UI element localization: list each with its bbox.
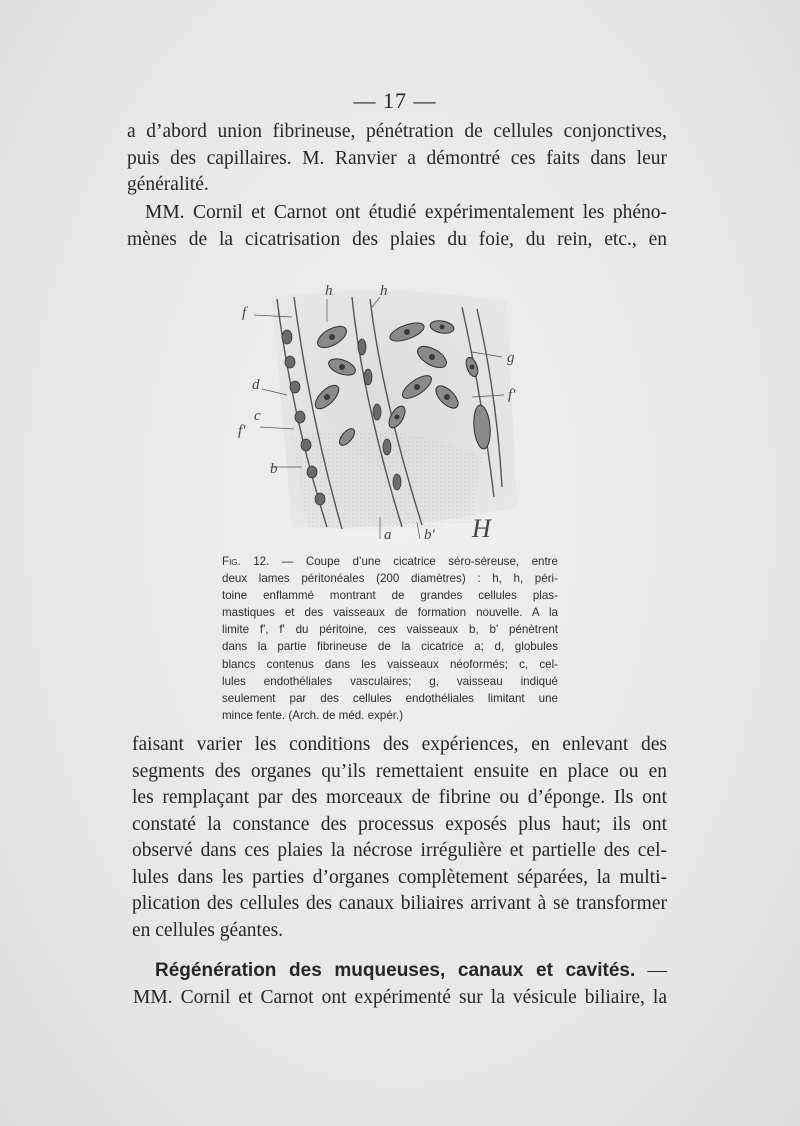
section-heading: Régénération des muqueuses, canaux et cavités. (155, 960, 636, 981)
figure-label-b: b (270, 461, 278, 477)
paragraph-3-line: plication des cellules des canaux biliaires arrivant à se transformer (132, 893, 667, 914)
figure-label-b-prime: b' (424, 527, 435, 543)
paragraph-3 (132, 732, 667, 944)
figure-label-a: a (384, 527, 392, 543)
section-body-line: MM. Cornil et Carnot ont expérimenté sur la vésicule biliaire, la (133, 986, 667, 1008)
paragraph-1-line: a d’abord union fibrineuse, pénétration de cellules conjonctives, (127, 121, 667, 142)
paragraph-3-line: en cellules géantes. (132, 919, 284, 941)
figure-label-d: d (252, 377, 260, 393)
histology-illustration (232, 277, 552, 543)
paragraph-2 (127, 200, 667, 253)
figure-label-c: c (254, 408, 261, 424)
figure-number: Fig. 12. (222, 555, 270, 568)
section-heading-line (133, 958, 667, 985)
artist-monogram: H (472, 514, 491, 543)
figure-label-f: f (242, 305, 247, 321)
paragraph-3-line: lules dans les parties d’organes complètement séparées, la multi- (132, 866, 667, 888)
caption-line: deux lames péritonéales (200 diamètres) : h, h, péri- (222, 572, 558, 586)
histology-figure (232, 277, 552, 543)
paragraph-3-line: constaté la constance des processus exposés plus haut; ils ont (132, 813, 667, 835)
paragraph-3-line: observé dans ces plaies la nécrose irrégulière et partielle des cel- (132, 840, 667, 861)
caption-line: toine enflammé montrant de grandes cellules plas- (222, 589, 558, 603)
paragraph-2-line: mènes de la cicatrisation des plaies du foie, du rein, etc., en (127, 228, 667, 250)
caption-line: dans la partie fibrineuse de la cicatrice a; d, globules (222, 640, 558, 654)
heading-dash: — (647, 960, 667, 981)
paragraph-3-line: faisant varier les conditions des expériences, en enlevant des (132, 734, 667, 755)
figure-label-f-prime: f' (238, 423, 246, 439)
figure-label-h: h (325, 283, 333, 299)
section-regeneration (133, 958, 667, 1011)
paragraph-3-line: segments des organes qu’ils remettaient ensuite en place ou en (132, 760, 667, 782)
paragraph-3-line: les remplaçant par des morceaux de fibrine ou d’éponge. Ils ont (132, 787, 667, 808)
caption-line: mince fente. (Arch. de méd. expér.) (222, 708, 404, 722)
figure-label-f-prime: f' (508, 387, 516, 403)
figure-caption (222, 553, 558, 724)
figure-label-g: g (507, 350, 515, 366)
paragraph-2-line: MM. Cornil et Carnot ont étudié expérimentalement les phéno- (145, 202, 667, 223)
caption-line: mastiques et des vaisseaux de formation nouvelle. A la (222, 606, 558, 620)
figure-label-h: h (380, 283, 388, 299)
caption-line: blancs contenus dans les vaisseaux néoformés; c, cel- (222, 657, 558, 671)
page-number: — 17 — (353, 88, 437, 113)
paragraph-1 (127, 119, 667, 199)
caption-line: limite f', f' du péritoine, ces vaisseaux b, b' pénètrent (222, 623, 558, 637)
caption-line: Fig. 12. — Coupe d’une cicatrice séro-séreuse, entre (222, 555, 558, 568)
caption-line: seulement par des cellules endothéliales limitant une (222, 691, 558, 705)
caption-line: lules endothéliales vasculaires; g, vaisseau indiqué (222, 674, 558, 688)
paragraph-1-line: puis des capillaires. M. Ranvier a démontré ces faits dans leur (127, 147, 667, 169)
paragraph-1-line: généralité. (127, 174, 209, 195)
